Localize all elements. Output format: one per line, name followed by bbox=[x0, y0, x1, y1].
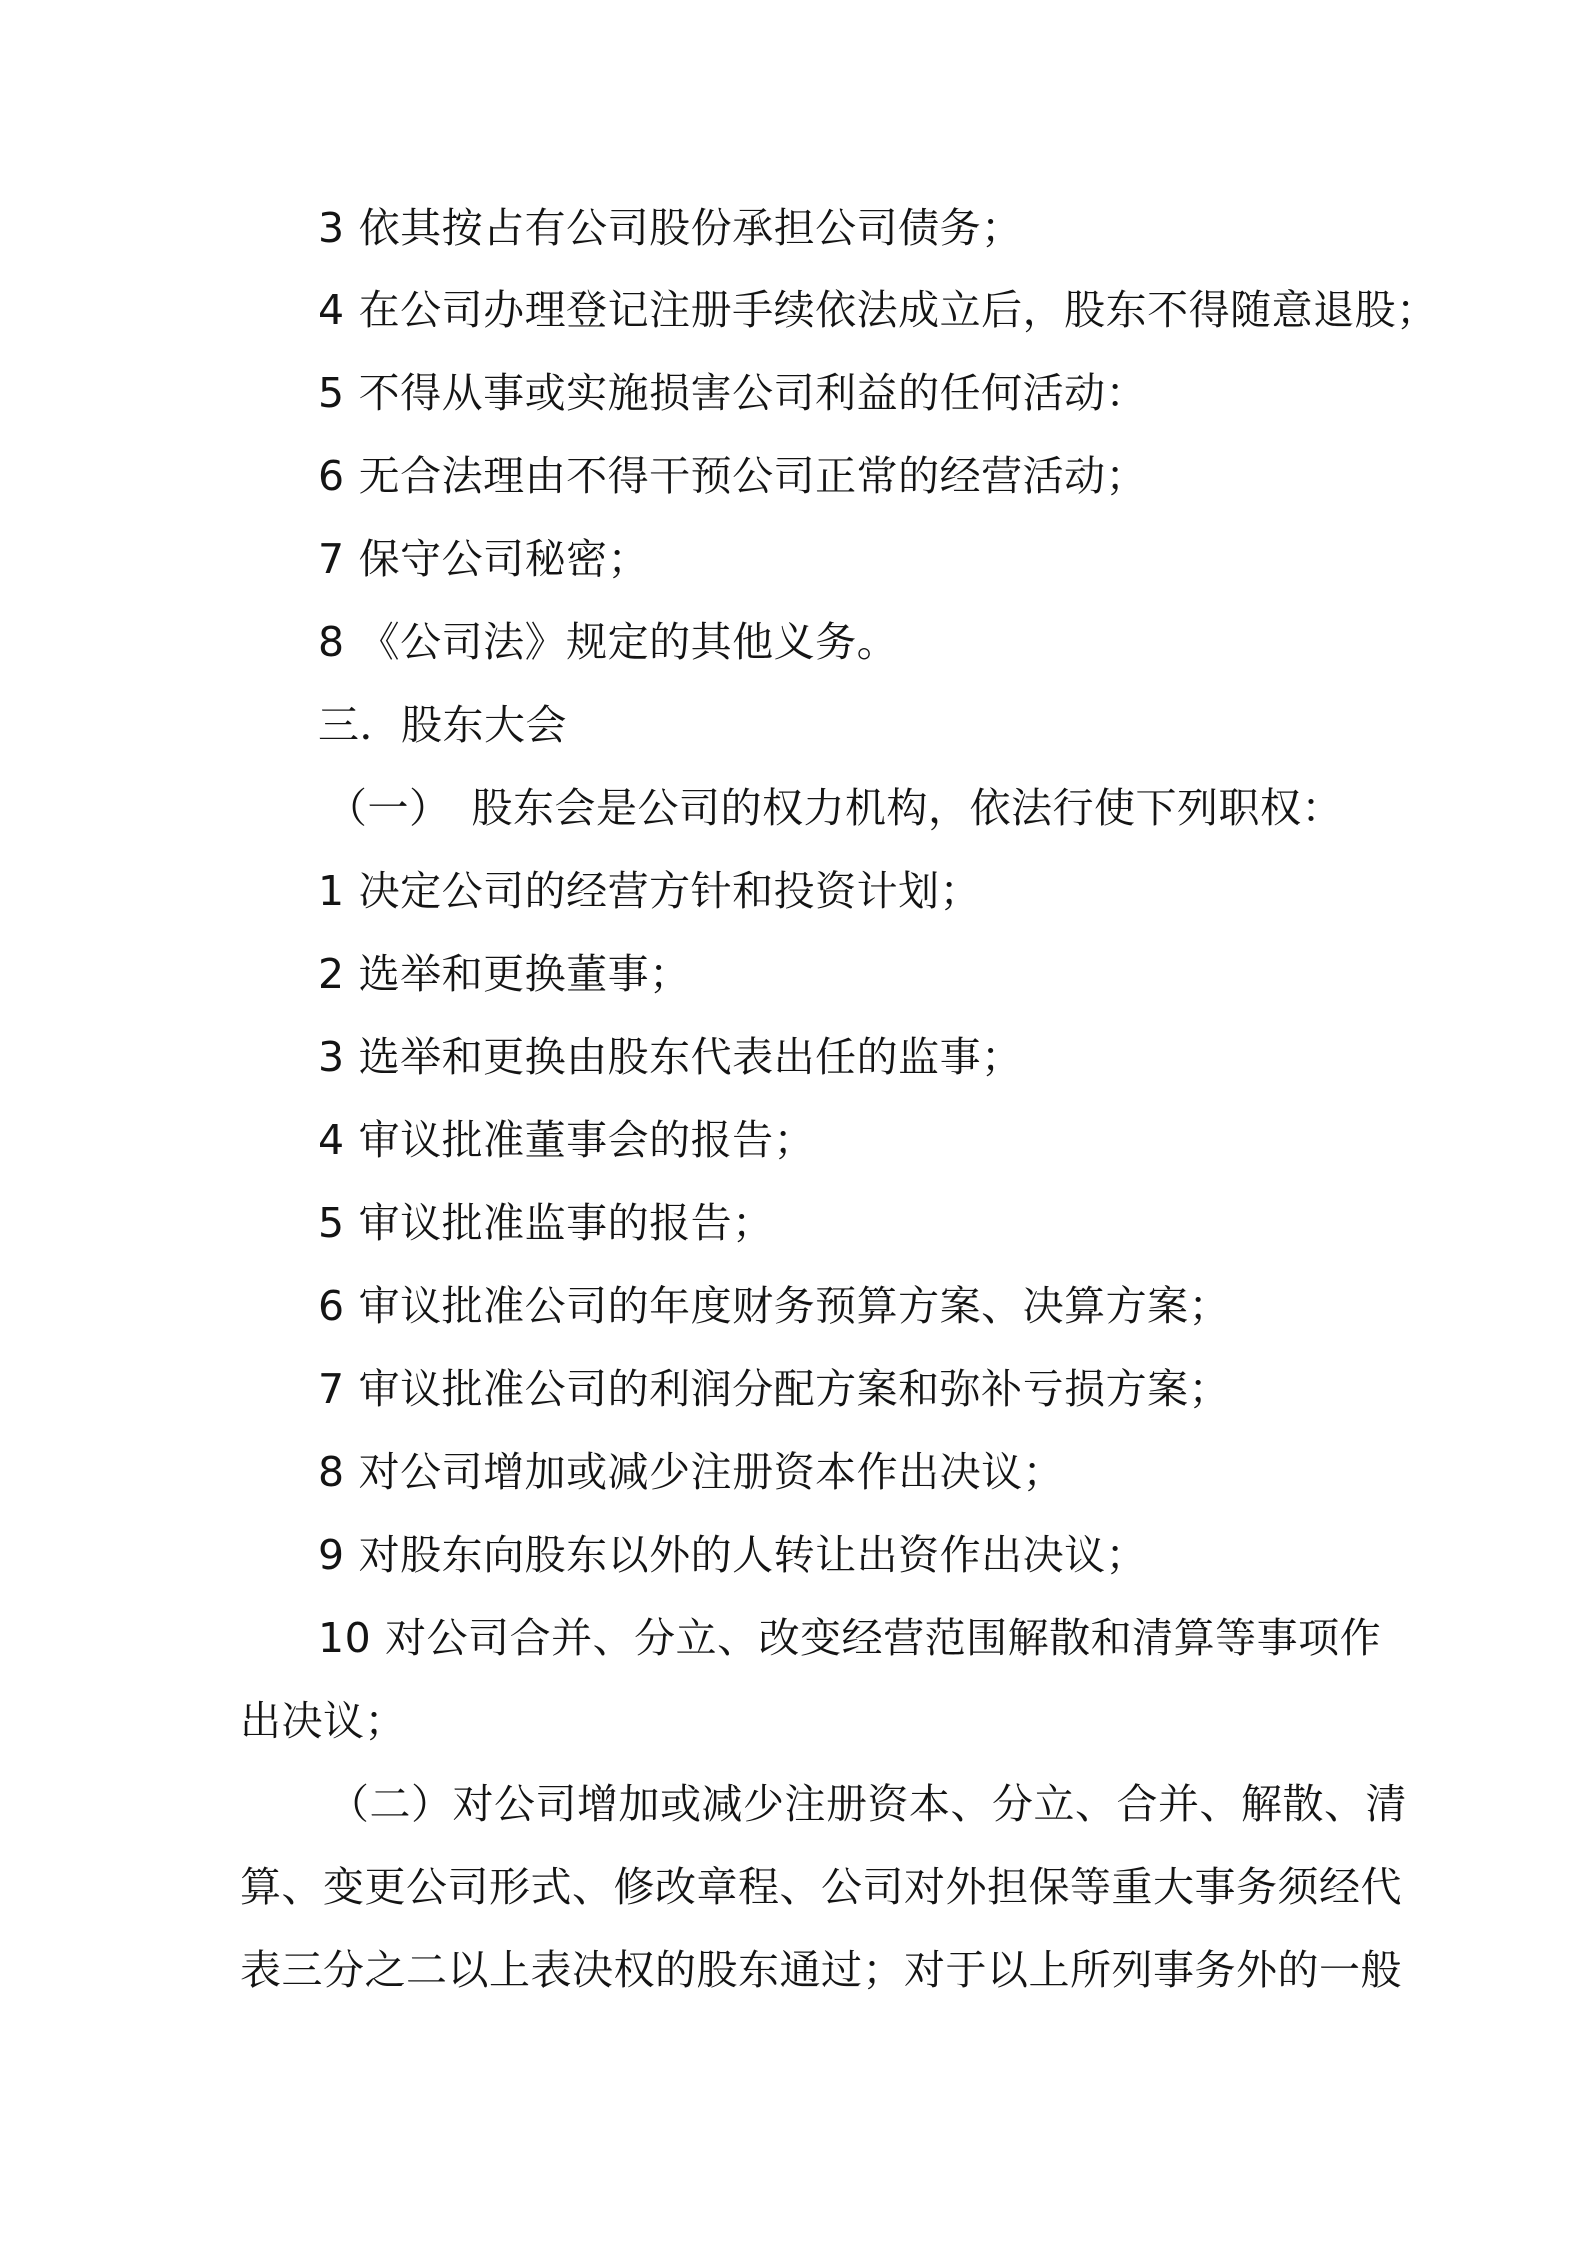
item-number: 4 bbox=[318, 286, 345, 334]
power-item-2 bbox=[318, 950, 691, 998]
power-item-1 bbox=[318, 867, 982, 915]
power-item-7 bbox=[318, 1365, 1231, 1413]
item-number: 8 bbox=[318, 618, 345, 666]
item-text: 选举和更换由股东代表出任的监事； bbox=[358, 1033, 1023, 1081]
item-number: 5 bbox=[318, 1199, 345, 1247]
item-text: 审议批准公司的年度财务预算方案、决算方案； bbox=[358, 1282, 1231, 1330]
subsection-2-line-1: （二）对公司增加或减少注册资本、分立、合并、解散、清 bbox=[328, 1780, 1407, 1828]
power-item-10-continuation: 出决议； bbox=[240, 1697, 406, 1745]
obligation-item-5 bbox=[318, 369, 1148, 417]
item-number: 3 bbox=[318, 204, 345, 252]
item-text: 保守公司秘密； bbox=[358, 535, 650, 583]
power-item-6 bbox=[318, 1282, 1231, 1330]
item-number: 5 bbox=[318, 369, 345, 417]
item-text: 对公司增加或减少注册资本作出决议； bbox=[358, 1448, 1065, 1496]
item-text: 审议批准公司的利润分配方案和弥补亏损方案； bbox=[358, 1365, 1231, 1413]
power-item-8 bbox=[318, 1448, 1065, 1496]
obligation-item-8 bbox=[318, 618, 899, 666]
item-text: 不得从事或实施损害公司利益的任何活动： bbox=[358, 369, 1148, 417]
obligation-item-7 bbox=[318, 535, 650, 583]
item-text: 无合法理由不得干预公司正常的经营活动； bbox=[358, 452, 1148, 500]
item-text: 《公司法》规定的其他义务。 bbox=[358, 618, 899, 666]
item-number: 7 bbox=[318, 535, 345, 583]
item-number: 8 bbox=[318, 1448, 345, 1496]
obligation-item-3 bbox=[318, 204, 1023, 252]
section-heading: 三．股东大会 bbox=[318, 701, 567, 749]
item-text: 审议批准董事会的报告； bbox=[358, 1116, 816, 1164]
item-text: 对公司合并、分立、改变经营范围解散和清算等事项作 bbox=[385, 1614, 1382, 1662]
obligation-item-4 bbox=[318, 286, 1438, 334]
item-text: 审议批准监事的报告； bbox=[358, 1199, 774, 1247]
power-item-3 bbox=[318, 1033, 1023, 1081]
item-number: 6 bbox=[318, 452, 345, 500]
item-text: 在公司办理登记注册手续依法成立后，股东不得随意退股； bbox=[358, 286, 1438, 334]
item-number: 4 bbox=[318, 1116, 345, 1164]
subsection-2-line-2: 算、变更公司形式、修改章程、公司对外担保等重大事务须经代 bbox=[240, 1863, 1402, 1911]
item-number: 3 bbox=[318, 1033, 345, 1081]
item-text: 对股东向股东以外的人转让出资作出决议； bbox=[358, 1531, 1148, 1579]
item-text: 决定公司的经营方针和投资计划； bbox=[358, 867, 982, 915]
item-number: 10 bbox=[318, 1614, 372, 1662]
power-item-5 bbox=[318, 1199, 774, 1247]
subsection-2-line-3: 表三分之二以上表决权的股东通过；对于以上所列事务外的一般 bbox=[240, 1946, 1402, 1994]
power-item-10 bbox=[318, 1614, 1382, 1662]
item-number: 6 bbox=[318, 1282, 345, 1330]
item-text: 选举和更换董事； bbox=[358, 950, 691, 998]
item-number: 1 bbox=[318, 867, 345, 915]
item-number: 9 bbox=[318, 1531, 345, 1579]
item-text: 依其按占有公司股份承担公司债务； bbox=[358, 204, 1023, 252]
item-number: 2 bbox=[318, 950, 345, 998]
item-number: 7 bbox=[318, 1365, 345, 1413]
obligation-item-6 bbox=[318, 452, 1148, 500]
subsection-1: （一） 股东会是公司的权力机构，依法行使下列职权： bbox=[326, 784, 1343, 832]
power-item-4 bbox=[318, 1116, 816, 1164]
power-item-9 bbox=[318, 1531, 1148, 1579]
